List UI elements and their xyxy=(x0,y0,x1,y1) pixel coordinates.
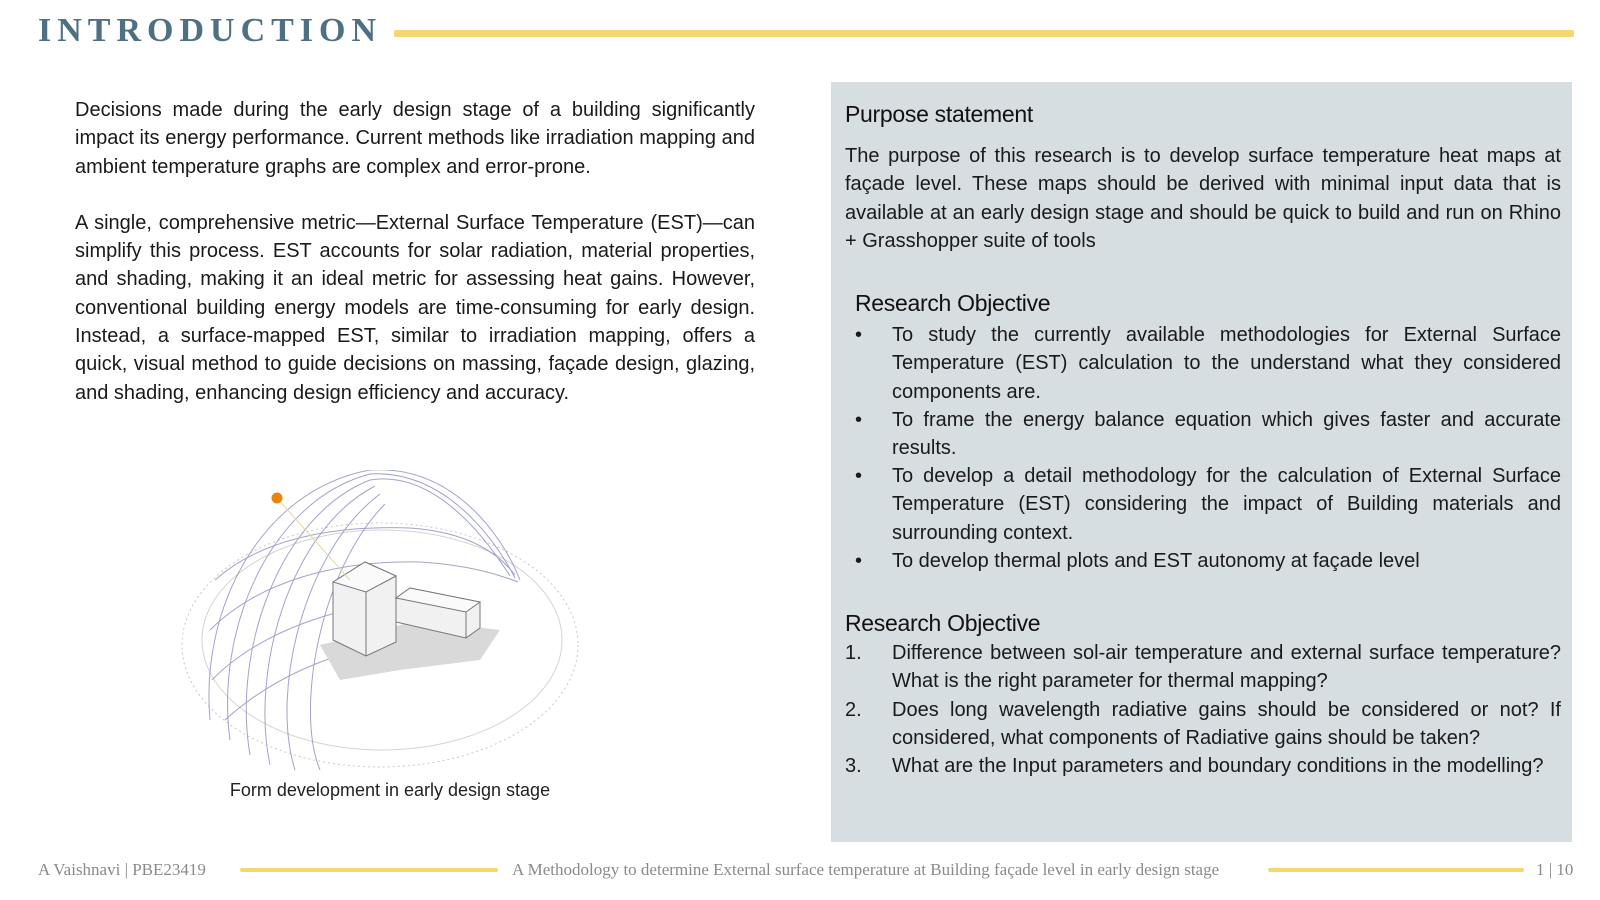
list-item: 3. What are the Input parameters and boundary conditions in the modelling? xyxy=(845,755,1544,778)
questions-list xyxy=(845,639,1561,780)
footer xyxy=(0,858,1600,882)
page-title: INTRODUCTION xyxy=(38,12,383,49)
objective-heading: Research Objective xyxy=(855,290,1051,317)
list-item: 1. Difference between sol-air temperature and external surface temperature? What is the right parameter for thermal mapping? xyxy=(845,642,1561,693)
objective-list xyxy=(845,321,1561,575)
bullet-icon: • xyxy=(855,465,863,488)
footer-author: A Vaishnavi | PBE23419 xyxy=(38,860,206,879)
sun-path-diagram xyxy=(170,470,590,780)
page-number: 1 | 10 xyxy=(1536,860,1574,879)
figure-caption: Form development in early design stage xyxy=(229,780,551,800)
bullet-icon: • xyxy=(855,549,863,572)
purpose-text: The purpose of this research is to develop surface temperature heat maps at façade level. These maps should be derived with minimal input data that is available at an early design stage and should be quick to build and run on Rhino + Grasshopper suite of tools xyxy=(845,145,1561,252)
title-underline xyxy=(394,30,1574,37)
footer-thesis-title: A Methodology to determine External surface temperature at Building façade level in early design stage xyxy=(512,860,1220,879)
list-item: • To develop thermal plots and EST autonomy at façade level xyxy=(845,547,1561,575)
purpose-heading: Purpose statement xyxy=(845,101,1033,127)
bullet-icon: • xyxy=(855,324,863,347)
list-item: • To develop a detail methodology for the calculation of External Surface Temperature (EST) considering the impact of Building materials and surrounding context. xyxy=(845,462,1561,547)
research-panel xyxy=(831,82,1572,842)
list-item: • To frame the energy balance equation which gives faster and accurate results. xyxy=(845,406,1561,462)
list-item: 2. Does long wavelength radiative gains should be considered or not? If considered, what components of Radiative gains should be taken? xyxy=(845,698,1561,749)
intro-paragraph-1: Decisions made during the early design stage of a building significantly impact its energy performance. Current methods like irradiation mapping and ambient temperature graphs are complex and error-prone. xyxy=(75,99,755,178)
sun-icon xyxy=(272,493,283,504)
list-item: • To study the currently available methodologies for External Surface Temperature (EST) calculation to the understand what they considered components are. xyxy=(845,321,1561,406)
intro-paragraph-2: A single, comprehensive metric—External Surface Temperature (EST)—can simplify this process. EST accounts for solar radiation, material properties, and shading, making it an ideal metric for assessing heat gains. However, conventional building energy models are time-consuming for early design. Instead, a surface-mapped EST, similar to irradiation mapping, offers a quick, visual method to guide decisions on massing, façade design, glazing, and shading, enhancing design efficiency and accuracy. xyxy=(75,211,755,404)
questions-heading: Research Objective xyxy=(845,610,1041,637)
sun-path-svg xyxy=(170,470,590,780)
bullet-icon: • xyxy=(855,408,863,431)
footer-rule-left xyxy=(240,868,498,872)
intro-text xyxy=(75,96,755,435)
footer-rule-right xyxy=(1268,868,1524,872)
